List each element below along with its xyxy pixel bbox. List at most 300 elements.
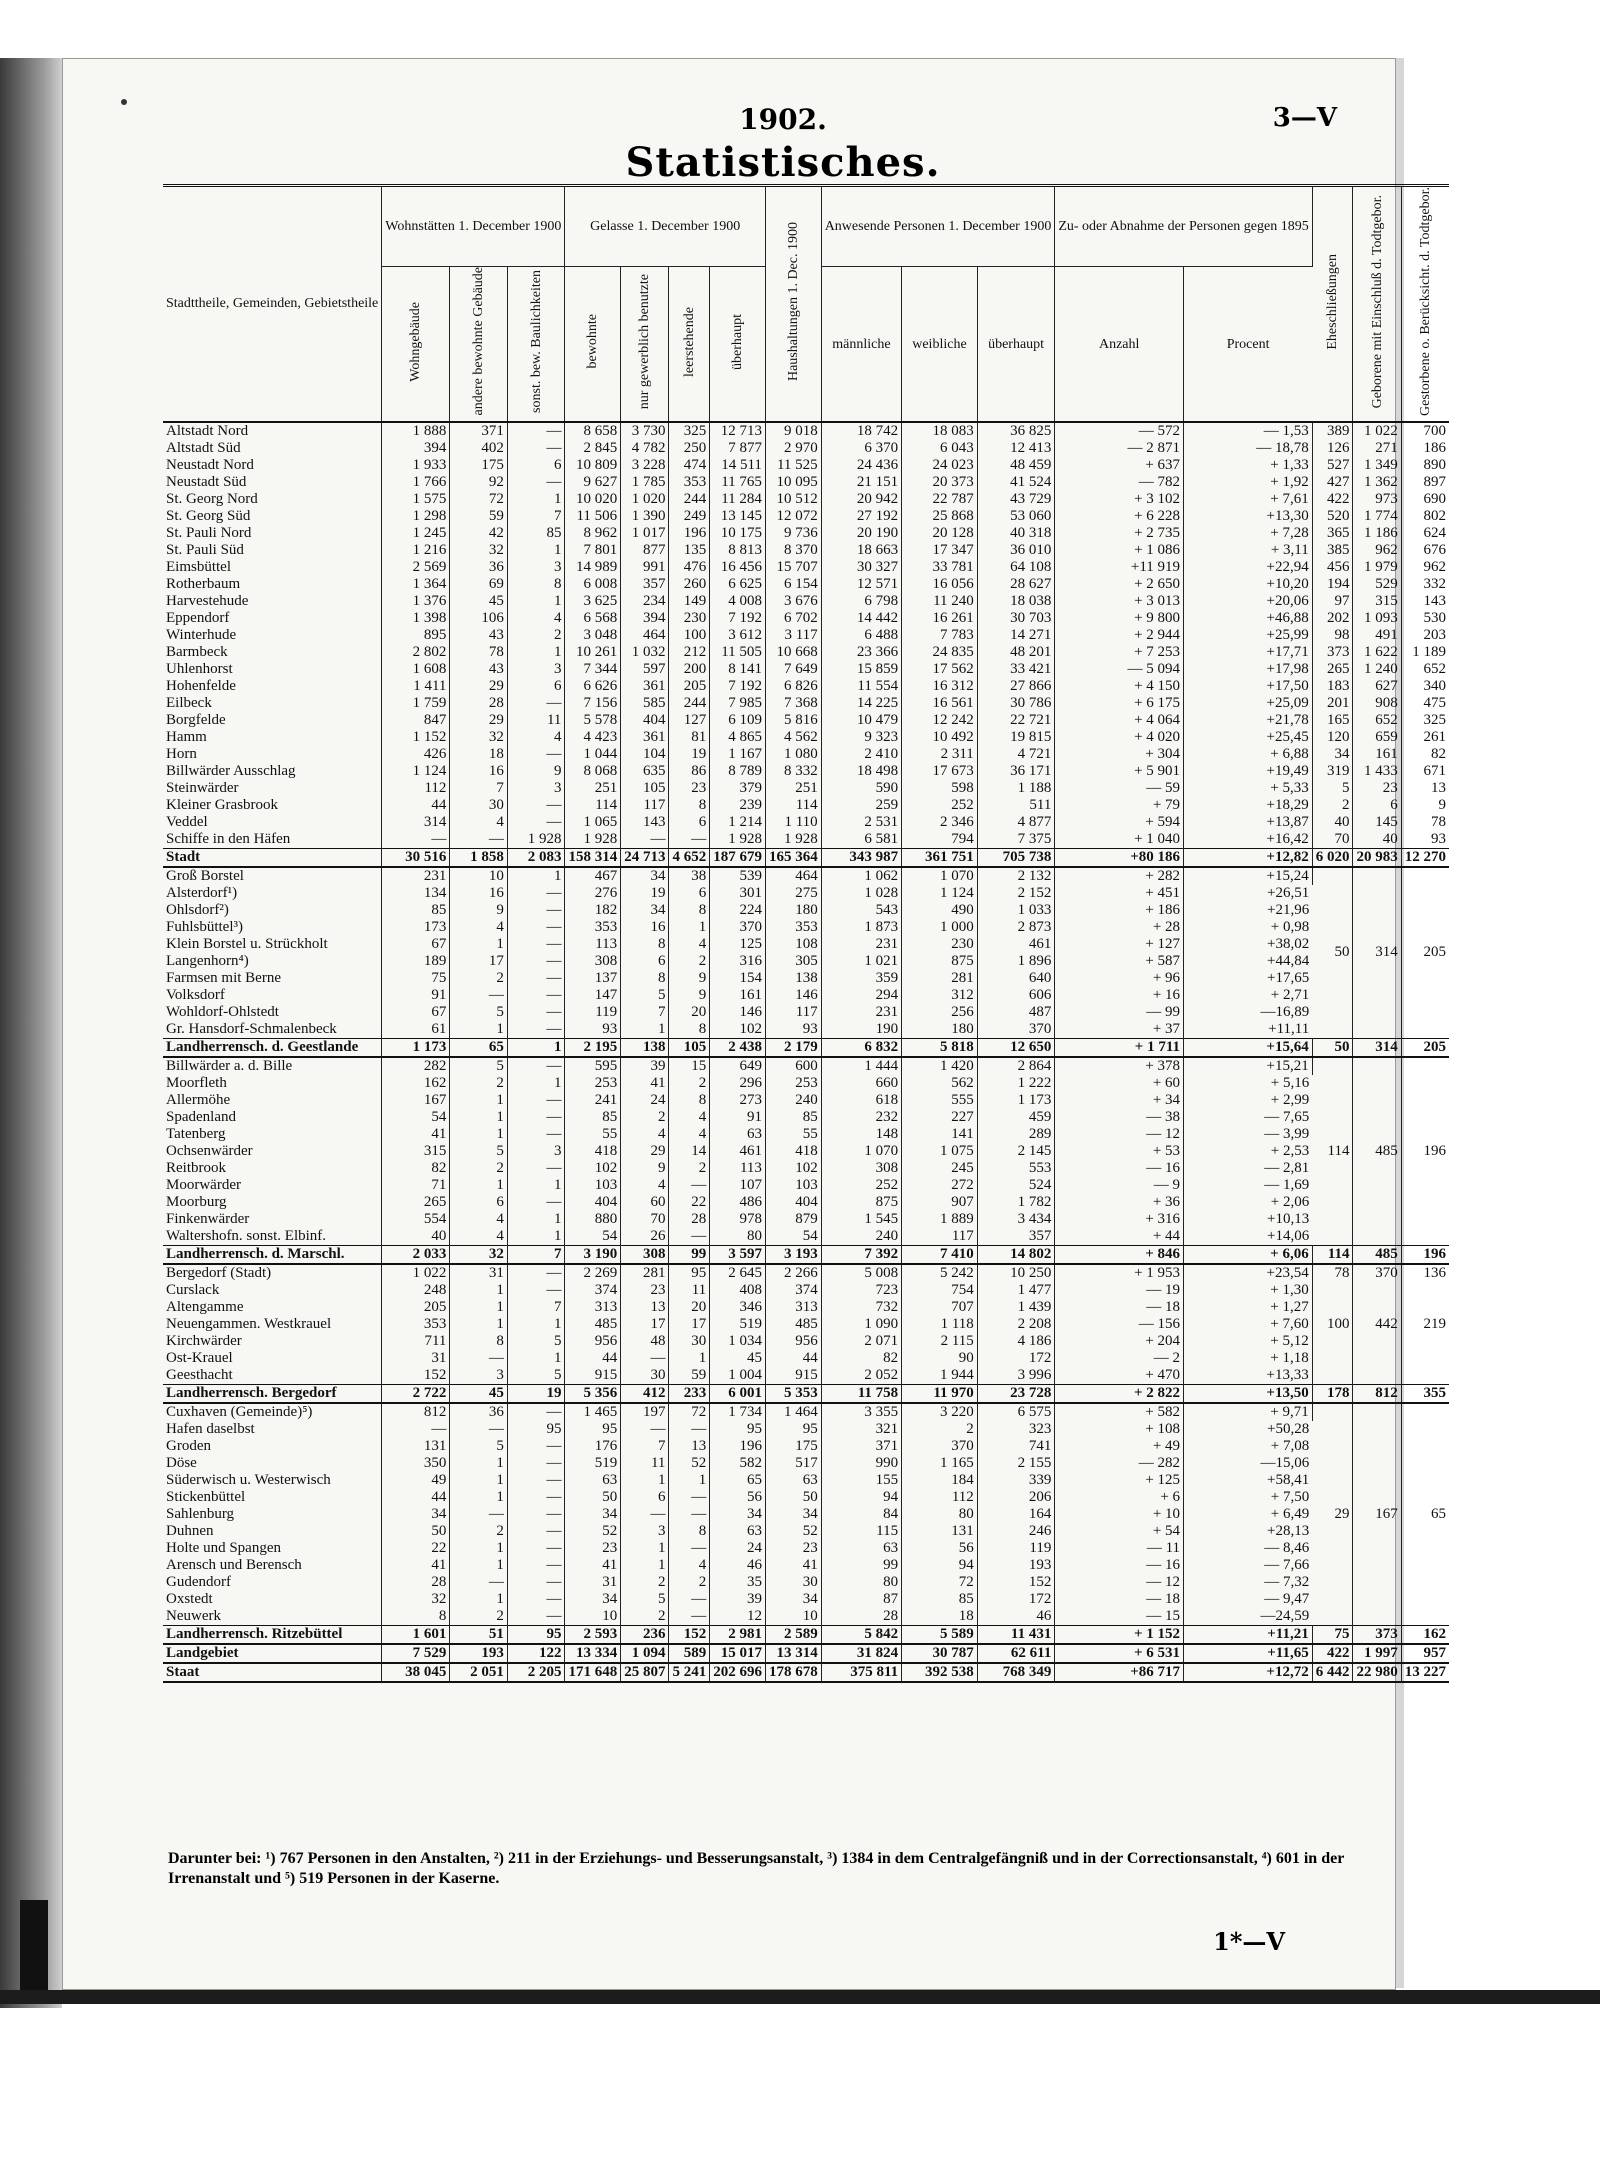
table-cell: +13,87 xyxy=(1184,814,1313,831)
table-cell: 97 xyxy=(1312,593,1353,610)
table-cell: 102 xyxy=(710,1021,766,1039)
table-cell: 34 xyxy=(765,1506,821,1523)
table-cell: 3 996 xyxy=(977,1367,1055,1385)
table-cell: 95 xyxy=(507,1625,565,1644)
table-cell: 253 xyxy=(565,1075,621,1092)
scan-shadow xyxy=(0,58,62,2008)
table-cell: 38 xyxy=(669,867,710,885)
table-cell: 627 xyxy=(1353,678,1401,695)
table-cell: 476 xyxy=(669,559,710,576)
table-cell: +28,13 xyxy=(1267,1522,1310,1539)
table-cell: — xyxy=(507,1021,565,1039)
table-cell: 373 xyxy=(1353,1625,1401,1644)
table-cell: 249 xyxy=(669,508,710,525)
table-cell: 1 090 xyxy=(821,1316,901,1333)
table-cell: 143 xyxy=(621,814,669,831)
table-cell: 520 xyxy=(1312,508,1353,525)
table-cell: 43 xyxy=(450,627,508,644)
table-cell: 1 766 xyxy=(382,474,450,491)
table-cell: 802 xyxy=(1423,507,1446,524)
table-cell: 5 242 xyxy=(902,1264,978,1282)
table-row xyxy=(163,885,1449,902)
table-cell: 519 xyxy=(565,1455,621,1472)
table-cell: 1 065 xyxy=(565,814,621,831)
table-cell: — 5 094 xyxy=(1055,661,1184,678)
table-cell: — xyxy=(507,1126,565,1143)
table-cell: +15,64 xyxy=(1184,1038,1313,1057)
table-cell: 6 xyxy=(669,885,710,902)
table-cell: 183 xyxy=(1312,678,1353,695)
table-cell: 234 xyxy=(621,593,669,610)
table-cell: 50 xyxy=(565,1489,621,1506)
scan-corner-mark xyxy=(20,1900,48,1990)
table-cell: 365 xyxy=(1312,525,1353,542)
table-cell: 22 787 xyxy=(902,491,978,508)
table-cell: 165 364 xyxy=(765,848,821,867)
table-cell xyxy=(1401,1282,1449,1299)
table-cell: 313 xyxy=(565,1299,621,1316)
table-cell: 20 942 xyxy=(821,491,901,508)
table-cell: 82 xyxy=(821,1350,901,1367)
table-cell: 138 xyxy=(765,970,821,987)
table-cell: 148 xyxy=(821,1126,901,1143)
col-wohngebaeude: Wohngebäude xyxy=(408,301,424,382)
table-cell: +23,54 xyxy=(1184,1264,1313,1282)
table-cell: 2 xyxy=(621,1109,669,1126)
table-cell: 464 xyxy=(621,627,669,644)
table-cell: — xyxy=(669,1506,710,1523)
table-cell: 11 xyxy=(621,1455,669,1472)
table-row xyxy=(163,729,1449,746)
table-cell: 50 xyxy=(1312,1038,1353,1057)
table-cell: 91 xyxy=(382,987,450,1004)
table-cell: 46 xyxy=(710,1557,766,1574)
table-cell: 2 205 xyxy=(507,1663,565,1682)
table-cell: — 156 xyxy=(1055,1316,1184,1333)
table-cell: 119 xyxy=(977,1540,1055,1557)
row-label: Uhlenhorst xyxy=(163,661,382,678)
table-cell: 1 858 xyxy=(450,848,508,867)
table-cell: 1 398 xyxy=(382,610,450,627)
table-cell: 33 781 xyxy=(902,559,978,576)
table-cell: 7 156 xyxy=(565,695,621,712)
table-cell: 24 436 xyxy=(821,457,901,474)
table-cell: 314 xyxy=(382,814,450,831)
total-row xyxy=(163,1384,1449,1403)
table-cell: 15 859 xyxy=(821,661,901,678)
table-cell: 1 734 xyxy=(710,1403,766,1421)
table-cell: + 127 xyxy=(1055,936,1184,953)
table-cell: 260 xyxy=(669,576,710,593)
row-label: Borgfelde xyxy=(163,712,382,729)
table-cell: + 1,30 xyxy=(1184,1282,1313,1299)
table-cell: 2 569 xyxy=(382,559,450,576)
table-cell: 117 xyxy=(765,1004,821,1021)
table-cell: 15 017 xyxy=(710,1644,766,1663)
table-cell: 768 349 xyxy=(977,1663,1055,1682)
table-cell: 8 332 xyxy=(765,763,821,780)
table-cell: 296 xyxy=(710,1075,766,1092)
table-cell: 155 xyxy=(821,1472,901,1489)
block-cell-gest: 196 xyxy=(1423,1142,1446,1159)
table-cell: 206 xyxy=(977,1489,1055,1506)
table-cell: 427 xyxy=(1312,474,1353,491)
table-cell: 339 xyxy=(977,1472,1055,1489)
table-cell: 1 021 xyxy=(821,953,901,970)
table-cell: 2 051 xyxy=(450,1663,508,1682)
table-cell: 94 xyxy=(821,1489,901,1506)
table-cell: 5 xyxy=(1312,780,1353,797)
table-cell: 149 xyxy=(669,593,710,610)
row-label: Kirchwärder xyxy=(163,1333,382,1350)
table-cell: +80 186 xyxy=(1055,848,1184,867)
table-cell: 7 375 xyxy=(977,831,1055,849)
table-cell: 2 xyxy=(621,1608,669,1626)
table-cell: 29 xyxy=(450,712,508,729)
table-cell: +17,71 xyxy=(1184,644,1313,661)
table-cell: 3 355 xyxy=(821,1403,901,1421)
row-label: Allermöhe xyxy=(163,1092,382,1109)
table-cell: 10 512 xyxy=(765,491,821,508)
table-cell: 4 xyxy=(507,729,565,746)
table-cell: 12 242 xyxy=(902,712,978,729)
table-row xyxy=(163,780,1449,797)
table-cell: 8 962 xyxy=(565,525,621,542)
table-cell: 915 xyxy=(765,1367,821,1385)
table-cell: 461 xyxy=(977,936,1055,953)
table-cell: 98 xyxy=(1312,627,1353,644)
table-cell: 251 xyxy=(565,780,621,797)
table-cell: 2 845 xyxy=(565,440,621,457)
table-cell: 5 xyxy=(450,1004,508,1021)
table-cell: 108 xyxy=(765,936,821,953)
table-cell: 1 xyxy=(507,1038,565,1057)
table-cell: + 125 xyxy=(1055,1472,1184,1489)
table-cell: 56 xyxy=(710,1489,766,1506)
row-label: Waltershofn. sonst. Elbinf. xyxy=(163,1228,382,1246)
row-label: Billwärder Ausschlag xyxy=(163,763,382,780)
table-cell: 241 xyxy=(565,1092,621,1109)
table-cell: — xyxy=(507,695,565,712)
table-cell: 732 xyxy=(821,1299,901,1316)
table-cell: 65 xyxy=(710,1472,766,1489)
row-label: Tatenberg xyxy=(163,1126,382,1143)
table-cell: 72 xyxy=(450,491,508,508)
table-cell: 70 xyxy=(1312,831,1353,849)
table-cell: + 2,99 xyxy=(1270,1091,1310,1108)
table-cell: —15,06 xyxy=(1260,1454,1310,1471)
table-cell xyxy=(1353,1333,1401,1350)
table-cell: +21,78 xyxy=(1184,712,1313,729)
table-cell: 7 529 xyxy=(382,1644,450,1663)
table-cell: 3 190 xyxy=(565,1245,621,1264)
table-cell: 1 xyxy=(450,1472,508,1489)
table-cell: 517 xyxy=(765,1455,821,1472)
total-row xyxy=(163,1644,1449,1663)
table-cell: 1 545 xyxy=(821,1211,901,1228)
table-cell: 93 xyxy=(765,1021,821,1039)
table-cell: 51 xyxy=(450,1625,508,1644)
total-row xyxy=(163,1625,1449,1644)
table-cell: 30 xyxy=(669,1333,710,1350)
table-cell: — xyxy=(507,987,565,1004)
table-cell xyxy=(1401,1367,1449,1385)
table-cell: 62 611 xyxy=(977,1644,1055,1663)
table-cell: 6 xyxy=(669,814,710,831)
col-gelasse-ueberhaupt: überhaupt xyxy=(730,313,746,370)
table-row xyxy=(163,1523,1449,1540)
table-cell: 272 xyxy=(902,1177,978,1194)
row-label: Reitbrook xyxy=(163,1160,382,1177)
table-cell: 31 xyxy=(565,1574,621,1591)
table-row xyxy=(163,678,1449,695)
table-cell: 50 xyxy=(382,1523,450,1540)
table-cell: — 2 xyxy=(1055,1350,1184,1367)
table-cell: 32 xyxy=(450,542,508,559)
table-cell: 54 xyxy=(765,1228,821,1246)
table-cell: — xyxy=(507,422,565,440)
table-cell: 6 020 xyxy=(1312,848,1353,867)
table-cell: 1 044 xyxy=(565,746,621,763)
table-cell: 114 xyxy=(765,797,821,814)
table-row xyxy=(163,1403,1449,1421)
table-cell: 49 xyxy=(382,1472,450,1489)
table-cell: 1 245 xyxy=(382,525,450,542)
table-cell: 10 xyxy=(765,1608,821,1626)
table-cell: 26 xyxy=(621,1228,669,1246)
table-cell: 394 xyxy=(621,610,669,627)
table-cell: 404 xyxy=(765,1194,821,1211)
table-cell: — xyxy=(507,1472,565,1489)
table-cell: +15,21 xyxy=(1184,1057,1313,1075)
table-cell: 371 xyxy=(450,422,508,440)
table-cell xyxy=(1312,1299,1353,1316)
table-cell: 45 xyxy=(710,1350,766,1367)
table-cell: 27 866 xyxy=(977,678,1055,695)
table-cell: 4 877 xyxy=(977,814,1055,831)
table-cell: 511 xyxy=(977,797,1055,814)
row-label: Curslack xyxy=(163,1282,382,1299)
table-cell: — xyxy=(507,814,565,831)
table-cell: + 316 xyxy=(1055,1211,1184,1228)
table-cell: 14 442 xyxy=(821,610,901,627)
table-cell: 271 xyxy=(1353,440,1401,457)
table-cell: 2 645 xyxy=(710,1264,766,1282)
table-cell: 474 xyxy=(669,457,710,474)
table-cell: +17,65 xyxy=(1267,969,1310,986)
table-cell: 7 877 xyxy=(710,440,766,457)
row-label: Neustadt Nord xyxy=(163,457,382,474)
table-cell: 85 xyxy=(507,525,565,542)
table-cell: 1 070 xyxy=(902,867,978,885)
table-row xyxy=(163,1177,1449,1194)
table-cell: 6 581 xyxy=(821,831,901,849)
table-cell: + 6,88 xyxy=(1184,746,1313,763)
table-row xyxy=(163,902,1449,919)
table-cell: 117 xyxy=(621,797,669,814)
table-cell: 15 707 xyxy=(765,559,821,576)
table-cell: 1 439 xyxy=(977,1299,1055,1316)
table-cell: — 16 xyxy=(1055,1160,1184,1177)
table-cell: 10 479 xyxy=(821,712,901,729)
table-cell: 370 xyxy=(1353,1264,1401,1282)
table-cell: 1 094 xyxy=(621,1644,669,1663)
table-cell: 146 xyxy=(765,987,821,1004)
table-cell: 1 390 xyxy=(621,508,669,525)
table-cell: 1 997 xyxy=(1353,1644,1401,1663)
table-cell: 275 xyxy=(765,885,821,902)
table-cell: 1 xyxy=(450,1540,508,1557)
table-cell: + 3 102 xyxy=(1055,491,1184,508)
table-cell: — xyxy=(507,1004,565,1021)
table-cell: 152 xyxy=(977,1574,1055,1591)
table-cell: 7 xyxy=(621,1004,669,1021)
table-cell: — xyxy=(507,474,565,491)
table-cell: + 1,18 xyxy=(1184,1350,1313,1367)
table-cell: — xyxy=(507,902,565,919)
table-cell: 119 xyxy=(565,1004,621,1021)
row-label: Kleiner Grasbrook xyxy=(163,797,382,814)
table-cell: 6 154 xyxy=(765,576,821,593)
table-cell: 25 868 xyxy=(902,508,978,525)
table-cell: 40 xyxy=(1353,831,1401,849)
table-cell: +50,28 xyxy=(1267,1420,1310,1437)
table-cell: 147 xyxy=(565,987,621,1004)
table-cell: 152 xyxy=(669,1625,710,1644)
footnote: Darunter bei: ¹) 767 Personen in den Anstalten, ²) 211 in der Erziehungs- und Besserungsanstalt, ³) 1384 in dem Centralgefängniß und in der Correctionsanstalt, ⁴) 601 in der Irrenanstalt und ⁵) 519 Personen in der Kaserne. xyxy=(168,1850,1345,1887)
table-cell: 5 xyxy=(621,1591,669,1608)
table-cell: 2 115 xyxy=(902,1333,978,1350)
table-cell: 14 271 xyxy=(977,627,1055,644)
table-cell: 475 xyxy=(1423,694,1446,711)
table-cell: 7 xyxy=(507,1299,565,1316)
table-cell: 30 787 xyxy=(902,1644,978,1663)
block-cell-marr: 114 xyxy=(1312,1057,1353,1246)
table-cell: 7 xyxy=(450,780,508,797)
table-cell: — 18 xyxy=(1055,1591,1184,1608)
table-cell: 78 xyxy=(1430,813,1446,830)
table-cell: + 1 086 xyxy=(1055,542,1184,559)
table-cell: — xyxy=(507,797,565,814)
table-cell: 34 xyxy=(621,902,669,919)
table-cell: 173 xyxy=(382,919,450,936)
table-cell: — xyxy=(507,1160,565,1177)
table-cell: 184 xyxy=(902,1472,978,1489)
table-cell: 353 xyxy=(765,919,821,936)
statistics-table xyxy=(163,184,1449,1683)
table-cell: 20 373 xyxy=(902,474,978,491)
table-cell: 12 072 xyxy=(765,508,821,525)
table-cell: 8 xyxy=(621,970,669,987)
table-cell: 652 xyxy=(1353,712,1401,729)
table-cell: 3 193 xyxy=(765,1245,821,1264)
table-cell: 193 xyxy=(977,1557,1055,1574)
table-cell: 1 xyxy=(450,1092,508,1109)
table-cell: 2 xyxy=(1312,797,1353,814)
table-cell: 12 413 xyxy=(977,440,1055,457)
table-row xyxy=(163,422,1449,440)
table-cell: 19 xyxy=(669,746,710,763)
table-cell: — 3,99 xyxy=(1264,1125,1310,1142)
table-cell: — 782 xyxy=(1055,474,1184,491)
table-cell: + 53 xyxy=(1055,1143,1184,1160)
table-cell: 374 xyxy=(565,1282,621,1299)
table-cell: 9 xyxy=(669,970,710,987)
table-cell: 978 xyxy=(710,1211,766,1228)
table-cell: 1 000 xyxy=(902,919,978,936)
table-row xyxy=(163,1282,1449,1299)
table-cell: 9 xyxy=(621,1160,669,1177)
table-cell: 8 xyxy=(669,1021,710,1039)
table-cell: 233 xyxy=(669,1384,710,1403)
table-cell: 1 464 xyxy=(765,1403,821,1421)
table-cell: 562 xyxy=(902,1075,978,1092)
table-cell: 45 xyxy=(450,1384,508,1403)
table-cell: 485 xyxy=(565,1316,621,1333)
table-cell: 1 110 xyxy=(765,814,821,831)
table-cell: 7 410 xyxy=(902,1245,978,1264)
table-cell: — 2,81 xyxy=(1264,1159,1310,1176)
table-cell xyxy=(1401,1333,1449,1350)
table-row xyxy=(163,1367,1449,1385)
table-cell: 182 xyxy=(565,902,621,919)
table-row xyxy=(163,831,1449,849)
table-cell: — xyxy=(507,1574,565,1591)
table-cell: +11,11 xyxy=(1268,1020,1310,1037)
table-cell: +38,02 xyxy=(1267,935,1310,952)
table-cell: 19 xyxy=(507,1384,565,1403)
row-label: Volksdorf xyxy=(163,987,382,1004)
table-cell: 1 xyxy=(621,1557,669,1574)
table-cell: 1 xyxy=(621,1540,669,1557)
table-cell: — xyxy=(621,1506,669,1523)
table-row xyxy=(163,763,1449,780)
table-cell: 690 xyxy=(1423,490,1446,507)
table-cell: + 1 953 xyxy=(1055,1264,1184,1282)
total-row xyxy=(163,1245,1449,1264)
table-cell: 28 xyxy=(450,695,508,712)
table-row xyxy=(163,525,1449,542)
table-cell: 205 xyxy=(382,1299,450,1316)
table-cell: — xyxy=(507,1557,565,1574)
table-cell: +22,94 xyxy=(1184,559,1313,576)
table-cell: + 36 xyxy=(1055,1194,1184,1211)
table-cell: 361 xyxy=(621,678,669,695)
table-cell: 4 xyxy=(669,1109,710,1126)
table-cell: 100 xyxy=(1312,1316,1353,1333)
row-label: Horn xyxy=(163,746,382,763)
table-cell: 246 xyxy=(977,1523,1055,1540)
table-cell: 187 679 xyxy=(710,848,766,867)
page-signature: 1*—V xyxy=(1213,1927,1285,1956)
table-cell: 131 xyxy=(382,1438,450,1455)
table-row xyxy=(163,936,1449,953)
table-cell: 176 xyxy=(565,1438,621,1455)
page-year: 1902. xyxy=(739,103,827,136)
table-cell: — xyxy=(507,953,565,970)
table-cell: 70 xyxy=(621,1211,669,1228)
table-cell: 2 266 xyxy=(765,1264,821,1282)
table-cell: 1 034 xyxy=(710,1333,766,1350)
table-cell: 16 056 xyxy=(902,576,978,593)
table-cell: 113 xyxy=(710,1160,766,1177)
table-cell: 240 xyxy=(821,1228,901,1246)
table-row xyxy=(163,987,1449,1004)
table-cell: — xyxy=(507,936,565,953)
table-cell: 84 xyxy=(821,1506,901,1523)
table-cell: 202 696 xyxy=(710,1663,766,1682)
table-cell: 4 xyxy=(507,610,565,627)
